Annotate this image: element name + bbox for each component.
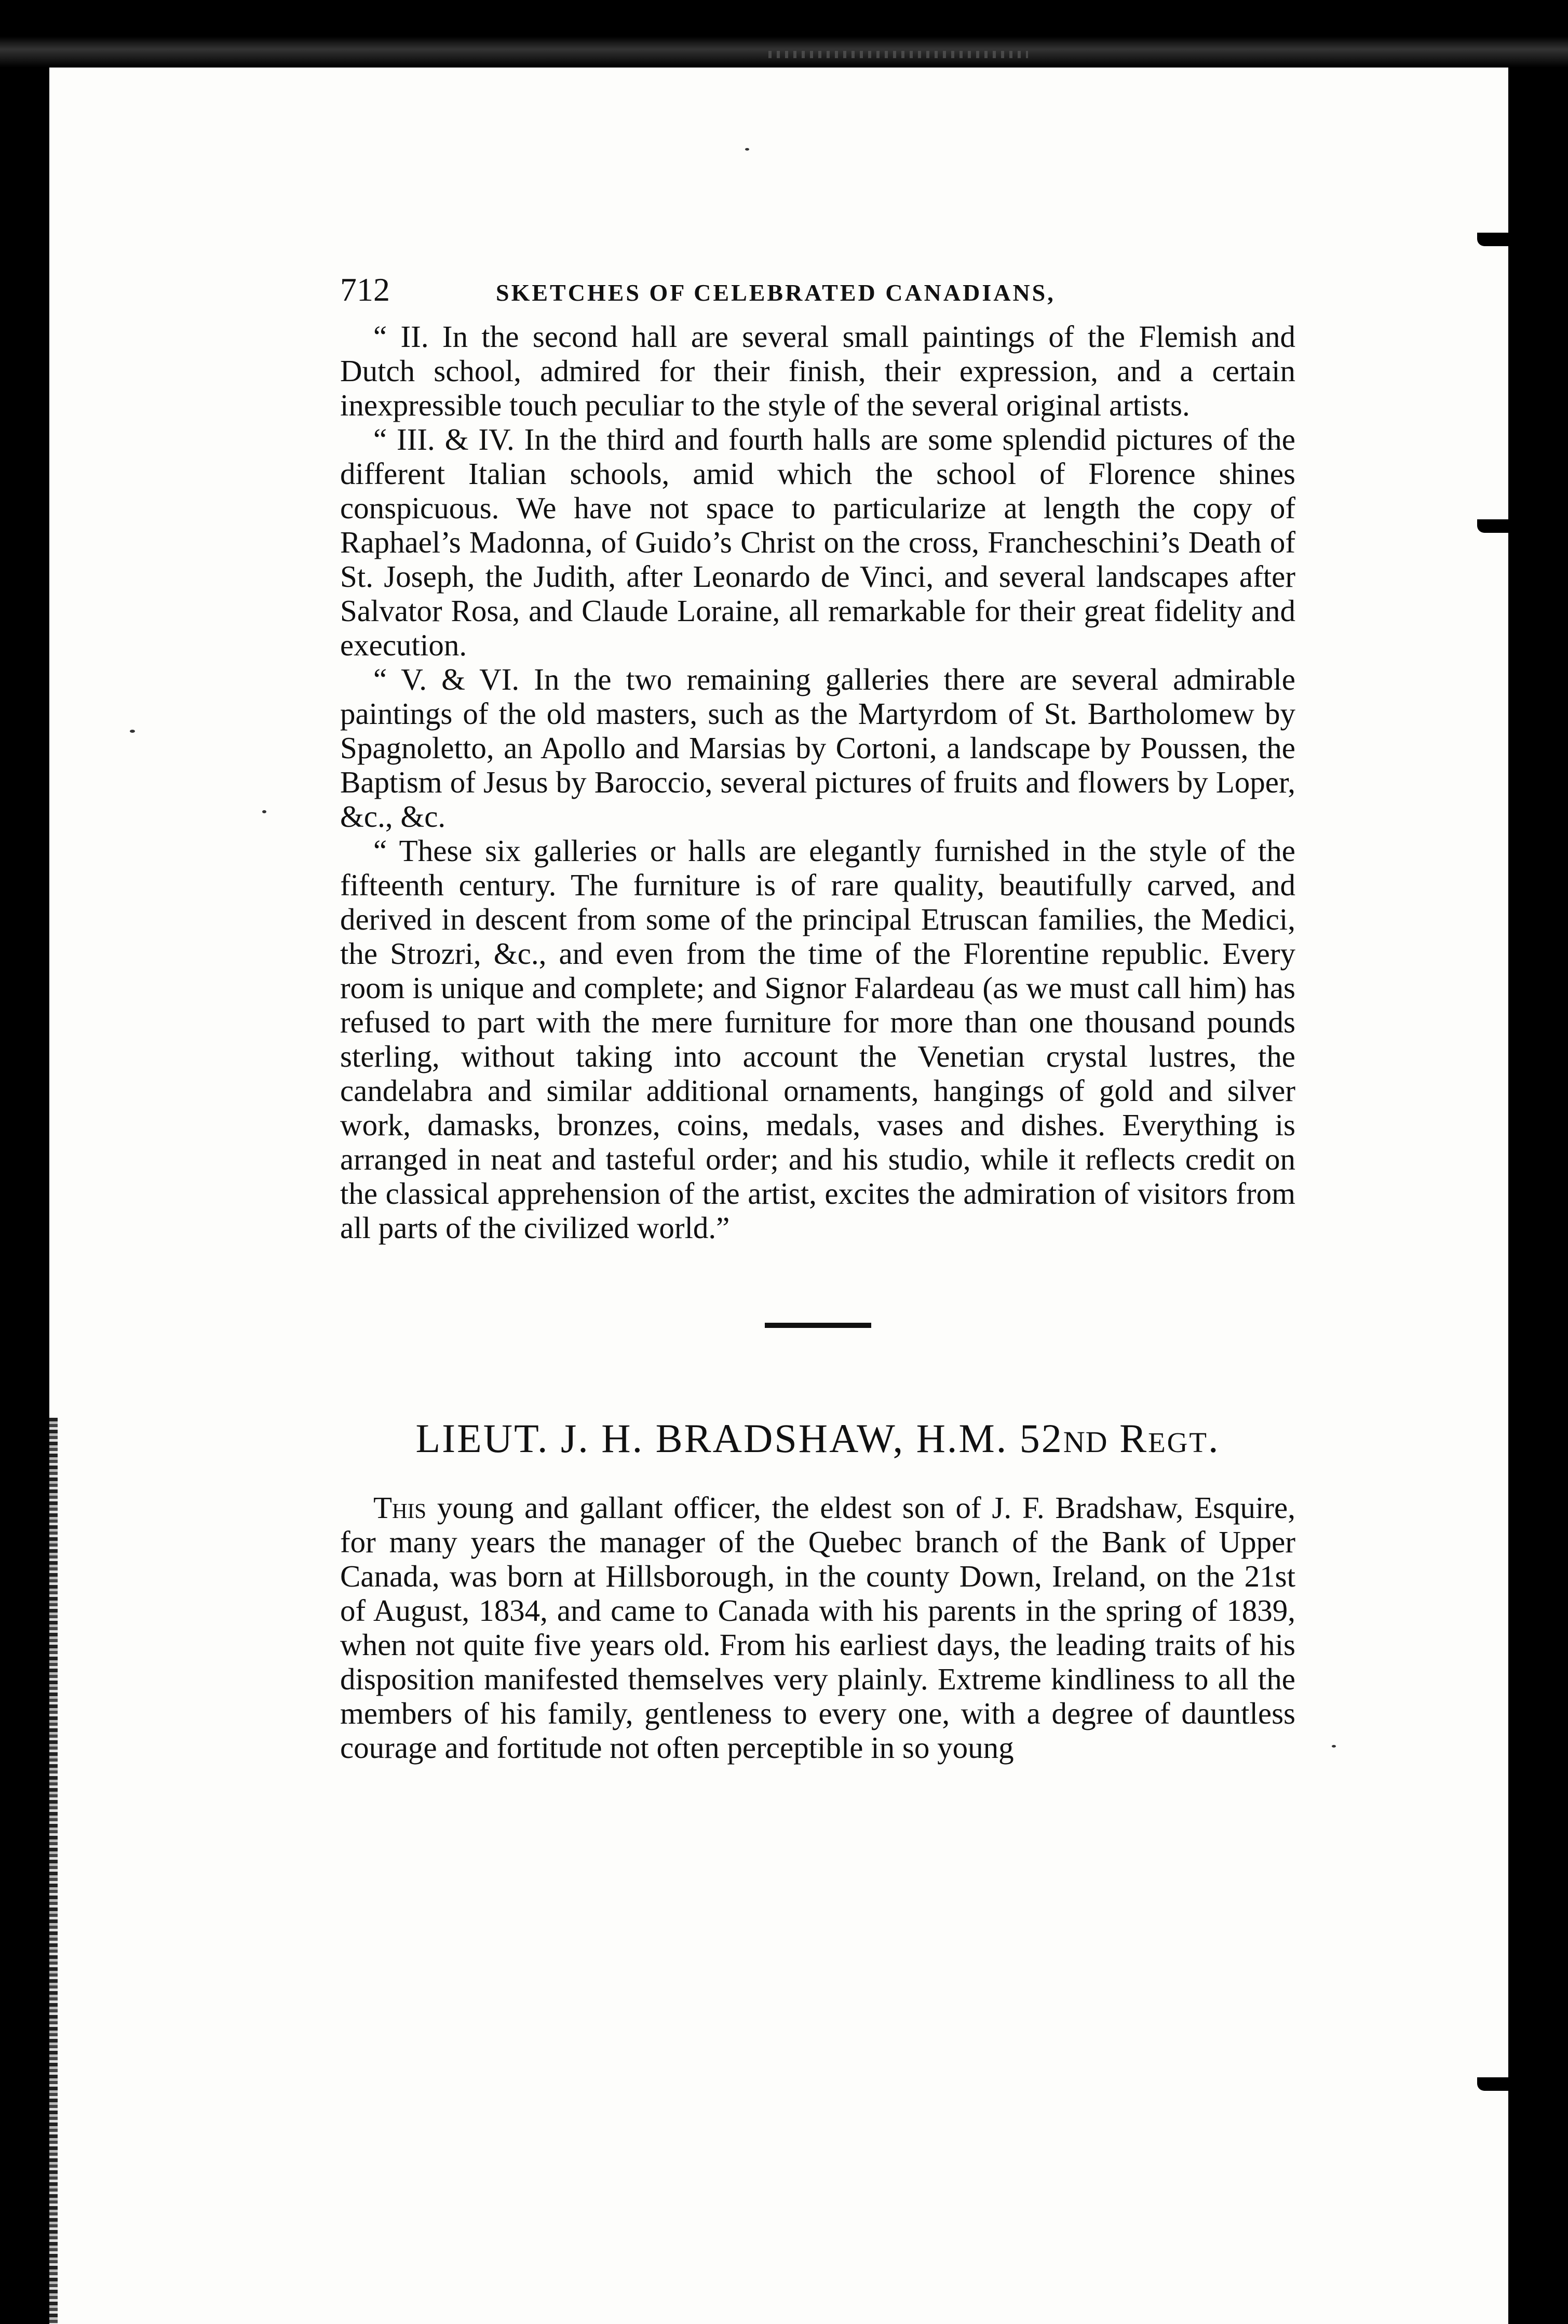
scan-speck [262, 810, 266, 813]
binding-edge-noise [49, 1418, 58, 2324]
scan-speck [130, 730, 135, 733]
article-title [340, 1416, 1295, 1461]
opening-word: This [373, 1490, 427, 1525]
running-title: SKETCHES OF CELEBRATED CANADIANS, [496, 279, 1056, 306]
article-title-end: Regt. [1119, 1416, 1220, 1461]
article-title-main: LIEUT. J. H. BRADSHAW, H.M. 52 [415, 1416, 1063, 1461]
edge-notch [1477, 233, 1508, 246]
article-opening-paragraph [340, 1490, 1295, 1765]
page-number: 712 [340, 271, 390, 308]
opening-text: young and gallant officer, the eldest son of J. F. Bradshaw, Esquire, for many years the manager of the Quebec branch of the Bank of Upper Canada, was born at Hillsborough, in the county Down, Ireland, on the 21st of August, 1834, and came to Canada with his parents in the spring of 1839, when not quite five years old. From his earliest days, the leading traits of his disposition manifested themselves very plainly. Extreme kindliness to all the members of his family, gentleness to every one, with a degree of dauntless courage and fortitude not often perceptible in so young [340, 1490, 1295, 1765]
scan-speck [745, 148, 749, 151]
page-content [340, 273, 1295, 1765]
paragraph: “ II. In the second hall are several small paintings of the Flemish and Dutch school, admired for their finish, their expression, and a certain inexpressible touch peculiar to the style of the several original artists. [340, 319, 1295, 422]
paragraph: “ III. & IV. In the third and fourth halls are some splendid pictures of the different Italian schools, amid which the school of Florence shines conspicuous. We have not space to particularize at length the copy of Raphael’s Madonna, of Guido’s Christ on the cross, Francheschini’s Death of St. Joseph, the Judith, after Leonardo de Vinci, and several landscapes after Salvator Rosa, and Claude Loraine, all remarkable for their great fidelity and execution. [340, 422, 1295, 662]
article-title-ordinal: ND [1063, 1425, 1108, 1459]
section-divider [765, 1323, 871, 1328]
edge-notch [1477, 519, 1508, 533]
running-head [340, 273, 1295, 310]
edge-notch [1477, 2077, 1508, 2091]
scan-speck [1332, 1745, 1336, 1748]
scan-edge-marks [768, 51, 1028, 58]
paragraph: “ V. & VI. In the two remaining galleries there are several admirable paintings of the old masters, such as the Martyrdom of St. Bartholomew by Spagnoletto, an Apollo and Marsias by Cortoni, a landscape by Poussen, the Baptism of Jesus by Baroccio, several pictures of fruits and flowers by Loper, &c., &c. [340, 662, 1295, 834]
paragraph: “ These six galleries or halls are elegantly furnished in the style of the fifteenth century. The furniture is of rare quality, beautifully carved, and derived in descent from some of the principal Etruscan families, the Medici, the Strozri, &c., and even from the time of the Florentine republic. Every room is unique and complete; and Signor Falardeau (as we must call him) has refused to part with the mere furniture for more than one thousand pounds sterling, without taking into account the Venetian crystal lustres, the candelabra and similar additional ornaments, hangings of gold and silver work, damasks, bronzes, coins, medals, vases and dishes. Everything is arranged in neat and tasteful order; and his studio, while it reflects credit on the classical apprehension of the artist, excites the admiration of visitors from all parts of the civilized world.” [340, 834, 1295, 1245]
